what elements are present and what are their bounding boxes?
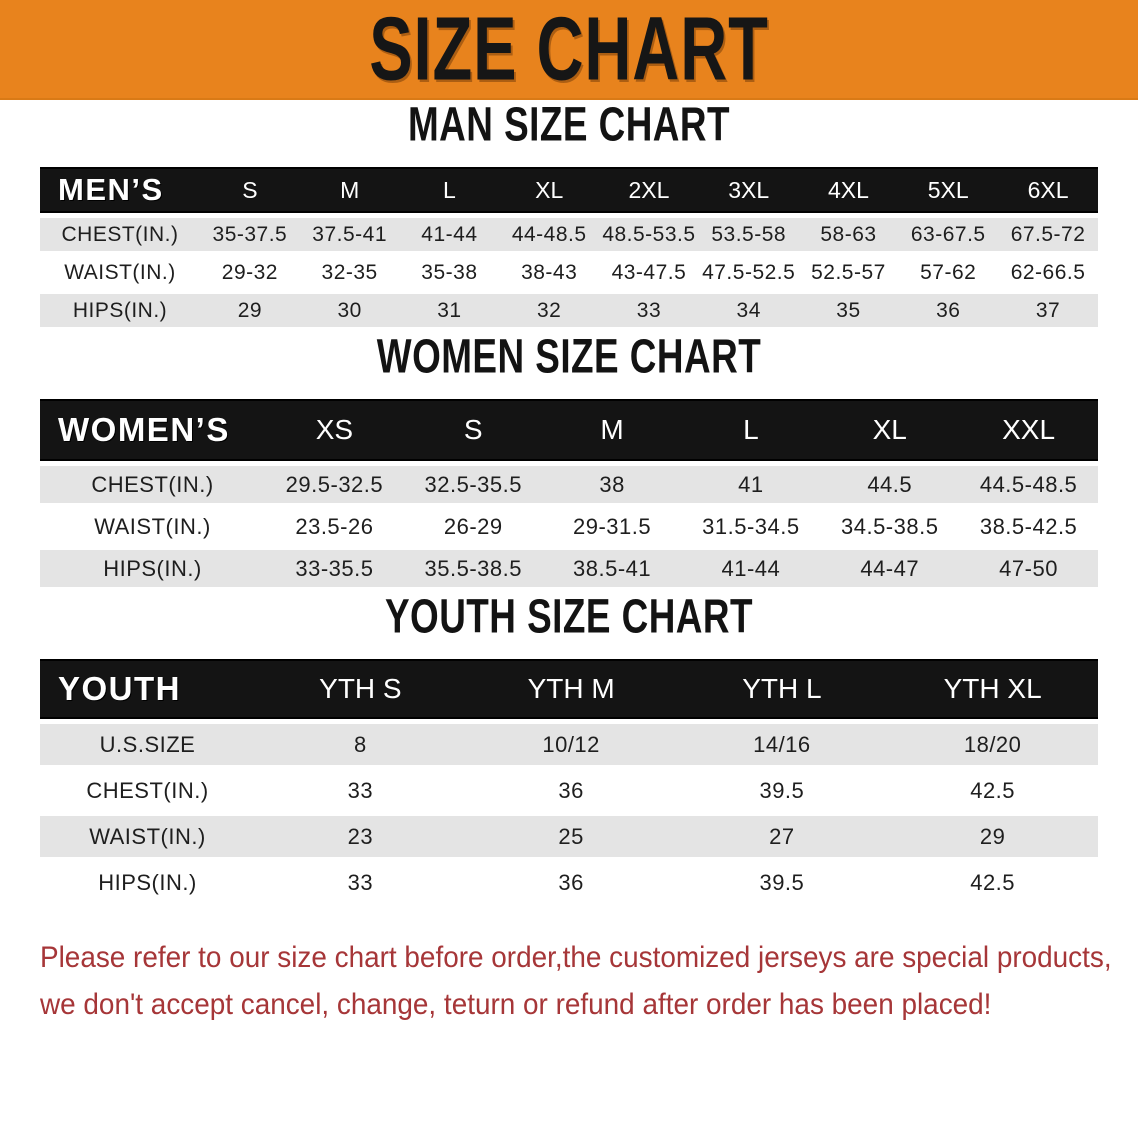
- mens-size-table: [40, 162, 1098, 332]
- row-label: HIPS(IN.): [40, 550, 265, 587]
- size-cell: 47.5-52.5: [699, 256, 799, 289]
- size-column-header: S: [200, 167, 300, 213]
- size-column-header: M: [543, 399, 682, 461]
- size-cell: 26-29: [404, 508, 543, 545]
- size-cell: 33: [255, 862, 466, 903]
- womens-size-table: [40, 394, 1098, 592]
- size-cell: 38-43: [499, 256, 599, 289]
- size-cell: 38.5-42.5: [959, 508, 1098, 545]
- size-cell: 41: [681, 466, 820, 503]
- size-cell: 29: [200, 294, 300, 327]
- size-cell: 43-47.5: [599, 256, 699, 289]
- size-cell: 58-63: [799, 218, 899, 251]
- size-cell: 36: [898, 294, 998, 327]
- size-column-header: L: [400, 167, 500, 213]
- size-cell: 14/16: [677, 724, 888, 765]
- row-label: CHEST(IN.): [40, 466, 265, 503]
- size-chart-banner: [0, 0, 1138, 100]
- size-column-header: 6XL: [998, 167, 1098, 213]
- size-cell: 44.5: [820, 466, 959, 503]
- size-cell: 39.5: [677, 862, 888, 903]
- table-row: [40, 294, 1098, 327]
- size-cell: 34.5-38.5: [820, 508, 959, 545]
- size-cell: 37.5-41: [300, 218, 400, 251]
- youth-section-heading: YOUTH SIZE CHART: [384, 588, 754, 644]
- size-cell: 48.5-53.5: [599, 218, 699, 251]
- size-cell: 8: [255, 724, 466, 765]
- size-cell: 44-48.5: [499, 218, 599, 251]
- size-cell: 38: [543, 466, 682, 503]
- row-label: HIPS(IN.): [40, 294, 200, 327]
- table-row: [40, 862, 1098, 903]
- men-section-heading: MAN SIZE CHART: [407, 96, 730, 152]
- size-cell: 35.5-38.5: [404, 550, 543, 587]
- size-column-header: L: [681, 399, 820, 461]
- size-cell: 25: [466, 816, 677, 857]
- size-cell: 33: [255, 770, 466, 811]
- mens-header-row: [40, 167, 1098, 213]
- size-cell: 35: [799, 294, 899, 327]
- row-label: WAIST(IN.): [40, 256, 200, 289]
- size-cell: 29: [887, 816, 1098, 857]
- size-cell: 39.5: [677, 770, 888, 811]
- size-column-header: 5XL: [898, 167, 998, 213]
- size-cell: 35-37.5: [200, 218, 300, 251]
- size-cell: 10/12: [466, 724, 677, 765]
- disclaimer-note: [40, 934, 1138, 1028]
- table-row: [40, 218, 1098, 251]
- size-column-header: XS: [265, 399, 404, 461]
- size-column-header: M: [300, 167, 400, 213]
- size-cell: 31.5-34.5: [681, 508, 820, 545]
- womens-table-label: WOMEN’S: [40, 399, 265, 461]
- size-cell: 33: [599, 294, 699, 327]
- size-column-header: 2XL: [599, 167, 699, 213]
- table-row: [40, 724, 1098, 765]
- size-cell: 32: [499, 294, 599, 327]
- row-label: CHEST(IN.): [40, 770, 255, 811]
- size-cell: 31: [400, 294, 500, 327]
- size-cell: 36: [466, 862, 677, 903]
- size-column-header: YTH S: [255, 659, 466, 719]
- table-row: [40, 508, 1098, 545]
- size-column-header: YTH XL: [887, 659, 1098, 719]
- table-row: [40, 770, 1098, 811]
- size-column-header: XL: [499, 167, 599, 213]
- disclaimer-line-2: we don't accept cancel, change, teturn or refund after order has been placed!: [40, 988, 992, 1021]
- youth-header-row: [40, 659, 1098, 719]
- disclaimer-line-1: Please refer to our size chart before order,the customized jerseys are special products,: [40, 941, 1112, 974]
- size-cell: 33-35.5: [265, 550, 404, 587]
- size-cell: 32.5-35.5: [404, 466, 543, 503]
- size-cell: 42.5: [887, 770, 1098, 811]
- size-cell: 47-50: [959, 550, 1098, 587]
- women-section-heading: WOMEN SIZE CHART: [376, 328, 762, 384]
- womens-header-row: [40, 399, 1098, 461]
- size-cell: 42.5: [887, 862, 1098, 903]
- size-column-header: S: [404, 399, 543, 461]
- table-row: [40, 466, 1098, 503]
- size-cell: 41-44: [400, 218, 500, 251]
- page-title: SIZE CHART: [369, 0, 769, 100]
- table-row: [40, 256, 1098, 289]
- size-cell: 67.5-72: [998, 218, 1098, 251]
- size-cell: 29-32: [200, 256, 300, 289]
- youth-size-table: [40, 654, 1098, 908]
- size-cell: 38.5-41: [543, 550, 682, 587]
- size-cell: 53.5-58: [699, 218, 799, 251]
- row-label: HIPS(IN.): [40, 862, 255, 903]
- row-label: CHEST(IN.): [40, 218, 200, 251]
- size-cell: 44-47: [820, 550, 959, 587]
- size-cell: 32-35: [300, 256, 400, 289]
- row-label: WAIST(IN.): [40, 816, 255, 857]
- size-column-header: YTH L: [677, 659, 888, 719]
- size-cell: 27: [677, 816, 888, 857]
- size-cell: 35-38: [400, 256, 500, 289]
- size-cell: 62-66.5: [998, 256, 1098, 289]
- size-cell: 63-67.5: [898, 218, 998, 251]
- table-row: [40, 816, 1098, 857]
- size-column-header: 4XL: [799, 167, 899, 213]
- size-cell: 52.5-57: [799, 256, 899, 289]
- size-cell: 23: [255, 816, 466, 857]
- mens-table-label: MEN’S: [40, 167, 200, 213]
- row-label: U.S.SIZE: [40, 724, 255, 765]
- row-label: WAIST(IN.): [40, 508, 265, 545]
- size-column-header: XL: [820, 399, 959, 461]
- table-row: [40, 550, 1098, 587]
- size-column-header: XXL: [959, 399, 1098, 461]
- size-cell: 44.5-48.5: [959, 466, 1098, 503]
- size-column-header: 3XL: [699, 167, 799, 213]
- size-column-header: YTH M: [466, 659, 677, 719]
- size-cell: 57-62: [898, 256, 998, 289]
- size-cell: 23.5-26: [265, 508, 404, 545]
- size-cell: 29.5-32.5: [265, 466, 404, 503]
- size-cell: 18/20: [887, 724, 1098, 765]
- size-cell: 34: [699, 294, 799, 327]
- size-cell: 37: [998, 294, 1098, 327]
- size-cell: 41-44: [681, 550, 820, 587]
- youth-table-label: YOUTH: [40, 659, 255, 719]
- size-cell: 36: [466, 770, 677, 811]
- size-cell: 29-31.5: [543, 508, 682, 545]
- size-cell: 30: [300, 294, 400, 327]
